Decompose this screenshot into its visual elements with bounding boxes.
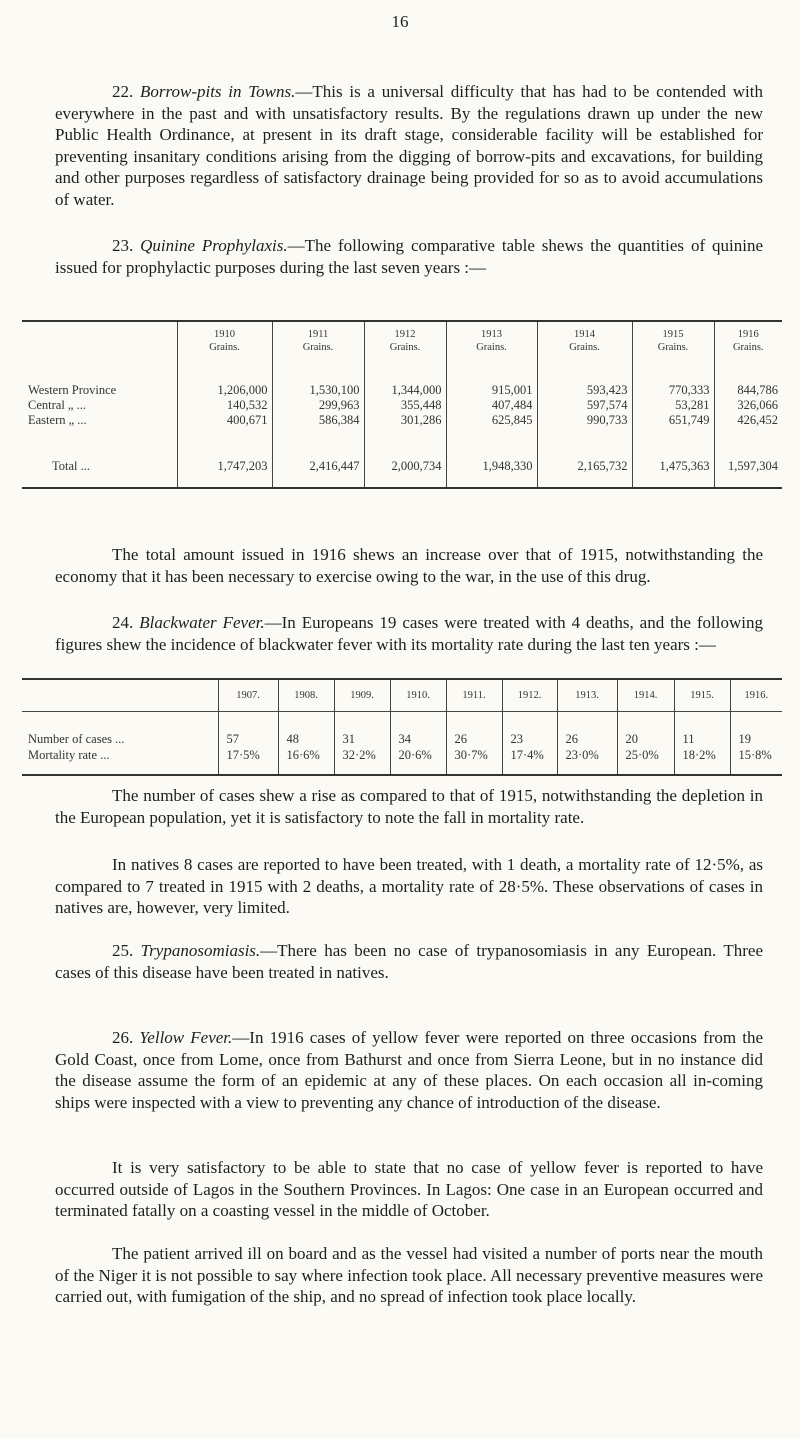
section-24-paragraph [55, 612, 763, 655]
blackwater-year-cell: 1914. [617, 679, 674, 711]
quinine-total-cell: 2,416,447 [272, 459, 364, 474]
section-26-body: —In 1916 cases of yellow fever were reported on three occasions from the Gold Coast, once from Lome, once from Bathurst and once from Sierra Leone, but in no instance did the disease assume the form of an epidemic at any of these places. On each occasion all in-coming ships were inspected with a view to preventing any chance of introduction of the disease. [55, 1028, 764, 1112]
quinine-cell: 400,671 [177, 413, 272, 428]
blackwater-cell: 18·2% [674, 747, 730, 763]
blackwater-year-cell: 1907. [218, 679, 278, 711]
quinine-cell: 326,066 [714, 398, 782, 413]
blackwater-cell: 32·2% [334, 747, 390, 763]
quinine-row-label: Eastern „ ... [28, 413, 87, 427]
section-26-number: 26. [112, 1028, 134, 1047]
quinine-row [22, 413, 782, 428]
quinine-row-label: Western Province [28, 383, 117, 397]
blackwater-cell: 19 [730, 731, 782, 747]
quinine-header-cell: 1910 Grains. [177, 321, 272, 359]
blackwater-cell: 26 [446, 731, 502, 747]
quinine-total-cell: 1,948,330 [446, 459, 537, 474]
blackwater-cell: 31 [334, 731, 390, 747]
section-26-paragraph [55, 1027, 763, 1113]
quinine-total-cell: 2,000,734 [364, 459, 446, 474]
quinine-total-cell: 1,475,363 [632, 459, 714, 474]
quinine-header-cell: 1915 Grains. [632, 321, 714, 359]
quinine-cell: 844,786 [714, 383, 782, 398]
quinine-cell: 407,484 [446, 398, 537, 413]
quinine-header-row [22, 321, 782, 359]
blackwater-cell: 20 [617, 731, 674, 747]
blackwater-cell: 48 [278, 731, 334, 747]
blackwater-cell: 11 [674, 731, 730, 747]
yellow-fever-lagos-paragraph: It is very satisfactory to be able to state that no case of yellow fever is reported to have occurred outside of Lagos in the Southern Provinces. In Lagos: One case in an European occurred and terminated fatally on a coasting vessel in the middle of October. [55, 1158, 763, 1221]
quinine-header-cell: 1911 Grains. [272, 321, 364, 359]
blackwater-year-cell: 1908. [278, 679, 334, 711]
section-25-paragraph [55, 940, 763, 983]
quinine-cell: 597,574 [537, 398, 632, 413]
blackwater-year-cell: 1916. [730, 679, 782, 711]
blackwater-cell: 30·7% [446, 747, 502, 763]
section-22-title: Borrow-pits in Towns. [140, 82, 296, 101]
quinine-total-label: Total ... [52, 459, 91, 473]
quinine-cell: 299,963 [272, 398, 364, 413]
quinine-row [22, 383, 782, 398]
quinine-cell: 426,452 [714, 413, 782, 428]
quinine-cell: 53,281 [632, 398, 714, 413]
page-number: 16 [391, 12, 409, 31]
blackwater-cell: 26 [557, 731, 617, 747]
blackwater-header-row [22, 679, 782, 711]
section-26-title: Yellow Fever. [139, 1028, 233, 1047]
blackwater-row [22, 731, 782, 747]
blackwater-row-label: Mortality rate ... [28, 747, 110, 762]
section-25-title: Trypanosomiasis. [140, 941, 261, 960]
quinine-cell: 1,206,000 [177, 383, 272, 398]
quinine-cell: 355,448 [364, 398, 446, 413]
section-25-body: —There has been no case of trypanosomiasis in any European. Three cases of this disease have been treated in natives. [55, 941, 763, 982]
quinine-cell: 586,384 [272, 413, 364, 428]
quinine-cell: 140,532 [177, 398, 272, 413]
blackwater-year-cell: 1915. [674, 679, 730, 711]
blackwater-europeans-paragraph: The number of cases shew a rise as compared to that of 1915, notwithstanding the depletion in the European population, yet it is satisfactory to note the fall in mortality rate. [55, 786, 763, 827]
blackwater-row [22, 747, 782, 763]
blackwater-year-cell: 1911. [446, 679, 502, 711]
quinine-header-cell: 1916 Grains. [714, 321, 782, 359]
quinine-cell: 625,845 [446, 413, 537, 428]
section-22-number: 22. [112, 82, 134, 101]
quinine-cell: 651,749 [632, 413, 714, 428]
quinine-table [22, 320, 782, 489]
blackwater-cell: 23 [502, 731, 557, 747]
blackwater-cell: 17·4% [502, 747, 557, 763]
section-23-title: Quinine Prophylaxis. [140, 236, 288, 255]
blackwater-natives-paragraph: In natives 8 cases are reported to have been treated, with 1 death, a mortality rate of 12·5%, as compared to 7 treated in 1915 with 2 deaths, a mortality rate of 28·5%. These observations of cases in natives are, however, very limited. [55, 855, 763, 918]
quinine-total-cell: 1,747,203 [177, 459, 272, 474]
blackwater-year-cell: 1910. [390, 679, 446, 711]
quinine-row-label: Central „ ... [28, 398, 86, 412]
section-24-title: Blackwater Fever. [139, 613, 265, 632]
section-24-body: —In Europeans 19 cases were treated with 4 deaths, and the following figures shew the incidence of blackwater fever with its mortality rate during the last ten years :— [55, 613, 763, 654]
blackwater-cell: 25·0% [617, 747, 674, 763]
quinine-total-row [22, 459, 782, 474]
blackwater-cell: 15·8% [730, 747, 782, 763]
blackwater-cell: 57 [218, 731, 278, 747]
blackwater-year-cell: 1909. [334, 679, 390, 711]
blackwater-cell: 20·6% [390, 747, 446, 763]
section-22-paragraph [55, 81, 763, 211]
blackwater-cell: 16·6% [278, 747, 334, 763]
blackwater-cell: 17·5% [218, 747, 278, 763]
section-23-body: —The following comparative table shews the quantities of quinine issued for prophylactic purposes during the last seven years :— [55, 236, 763, 277]
quinine-total-cell: 1,597,304 [714, 459, 782, 474]
blackwater-cell: 34 [390, 731, 446, 747]
quinine-header-cell: 1913 Grains. [446, 321, 537, 359]
section-23-paragraph [55, 235, 763, 278]
section-25-number: 25. [112, 941, 134, 960]
quinine-row [22, 398, 782, 413]
yellow-fever-patient-paragraph: The patient arrived ill on board and as the vessel had visited a number of ports near the mouth of the Niger it is not possible to say where infection took place. All necessary preventive measures were carried out, with fumigation of the ship, and no spread of infection took place locally. [55, 1244, 763, 1307]
quinine-summary-paragraph: The total amount issued in 1916 shews an increase over that of 1915, notwithstanding the economy that it has been necessary to exercise owing to the war, in the use of this drug. [55, 545, 763, 586]
blackwater-table [22, 678, 782, 776]
section-24-number: 24. [112, 613, 134, 632]
quinine-total-cell: 2,165,732 [537, 459, 632, 474]
quinine-cell: 990,733 [537, 413, 632, 428]
blackwater-year-cell: 1913. [557, 679, 617, 711]
section-23-number: 23. [112, 236, 134, 255]
quinine-cell: 770,333 [632, 383, 714, 398]
quinine-header-cell: 1914 Grains. [537, 321, 632, 359]
section-22-body: —This is a universal difficulty that has had to be contended with everywhere in the past and with unsatisfactory results. By the regulations drawn up under the new Public Health Ordinance, at present in its draft stage, considerable facility will be established for preventing insanitary conditions arising from the digging of borrow-pits and excavations, for building and other purposes regardless of satisfactory drainage being provided for so as to avoid accumulations of water. [55, 82, 763, 209]
quinine-cell: 915,001 [446, 383, 537, 398]
quinine-cell: 1,344,000 [364, 383, 446, 398]
quinine-header-cell: 1912 Grains. [364, 321, 446, 359]
blackwater-cell: 23·0% [557, 747, 617, 763]
quinine-cell: 301,286 [364, 413, 446, 428]
quinine-cell: 593,423 [537, 383, 632, 398]
quinine-cell: 1,530,100 [272, 383, 364, 398]
blackwater-row-label: Number of cases ... [28, 731, 125, 746]
blackwater-year-cell: 1912. [502, 679, 557, 711]
